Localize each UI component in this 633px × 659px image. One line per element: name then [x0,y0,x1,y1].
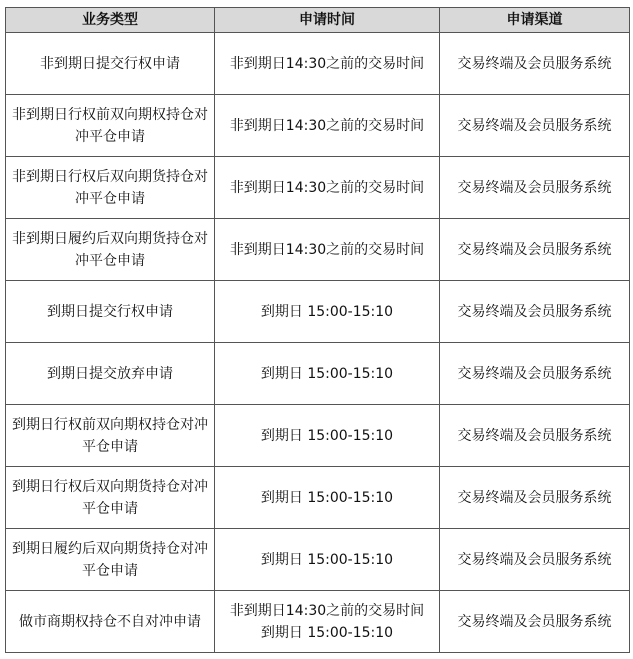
time-line: 到期日 15:00-15:10 [260,427,394,444]
cell-application-channel: 交易终端及会员服务系统 [440,529,630,591]
header-application-time: 申请时间 [215,8,440,33]
cell-application-time [215,157,440,219]
time-line: 非到期日14:30之前的交易时间 [229,179,425,196]
application-table [5,7,630,653]
cell-application-channel: 交易终端及会员服务系统 [440,343,630,405]
cell-application-channel: 交易终端及会员服务系统 [440,219,630,281]
cell-business-type: 非到期日履约后双向期货持仓对冲平仓申请 [6,219,215,281]
table-body [6,33,630,653]
cell-application-time [215,281,440,343]
cell-business-type: 到期日履约后双向期货持仓对冲平仓申请 [6,529,215,591]
cell-application-channel: 交易终端及会员服务系统 [440,33,630,95]
cell-business-type: 到期日提交行权申请 [6,281,215,343]
table-row [6,219,630,281]
table-row [6,467,630,529]
table-row [6,95,630,157]
cell-application-time [215,529,440,591]
cell-business-type: 非到期日行权前双向期权持仓对冲平仓申请 [6,95,215,157]
cell-business-type: 非到期日行权后双向期货持仓对冲平仓申请 [6,157,215,219]
cell-application-channel: 交易终端及会员服务系统 [440,281,630,343]
cell-business-type: 到期日提交放弃申请 [6,343,215,405]
cell-application-channel: 交易终端及会员服务系统 [440,591,630,653]
table-row [6,33,630,95]
cell-application-channel: 交易终端及会员服务系统 [440,157,630,219]
cell-application-time [215,219,440,281]
cell-business-type: 到期日行权前双向期权持仓对冲平仓申请 [6,405,215,467]
cell-business-type: 非到期日提交行权申请 [6,33,215,95]
time-line: 非到期日14:30之前的交易时间 [229,55,425,72]
table-row [6,157,630,219]
cell-application-channel: 交易终端及会员服务系统 [440,467,630,529]
cell-business-type: 到期日行权后双向期货持仓对冲平仓申请 [6,467,215,529]
table-row [6,529,630,591]
header-business-type: 业务类型 [6,8,215,33]
time-line: 到期日 15:00-15:10 [260,551,394,568]
cell-application-time [215,343,440,405]
table-header-row [6,8,630,33]
cell-application-time [215,95,440,157]
cell-application-channel: 交易终端及会员服务系统 [440,405,630,467]
header-application-channel: 申请渠道 [440,8,630,33]
time-line: 非到期日14:30之前的交易时间 [229,117,425,134]
time-line: 到期日 15:00-15:10 [260,489,394,506]
cell-application-time [215,405,440,467]
time-line: 非到期日14:30之前的交易时间 [229,241,425,258]
time-line: 非到期日14:30之前的交易时间 [229,602,425,619]
table-row [6,405,630,467]
table-row [6,591,630,653]
cell-application-time [215,591,440,653]
application-table-container [5,7,629,653]
time-line: 到期日 15:00-15:10 [260,365,394,382]
table-row [6,281,630,343]
cell-business-type: 做市商期权持仓不自对冲申请 [6,591,215,653]
time-line: 到期日 15:00-15:10 [260,624,394,641]
table-row [6,343,630,405]
cell-application-channel: 交易终端及会员服务系统 [440,95,630,157]
cell-application-time [215,467,440,529]
cell-application-time [215,33,440,95]
time-line: 到期日 15:00-15:10 [260,303,394,320]
